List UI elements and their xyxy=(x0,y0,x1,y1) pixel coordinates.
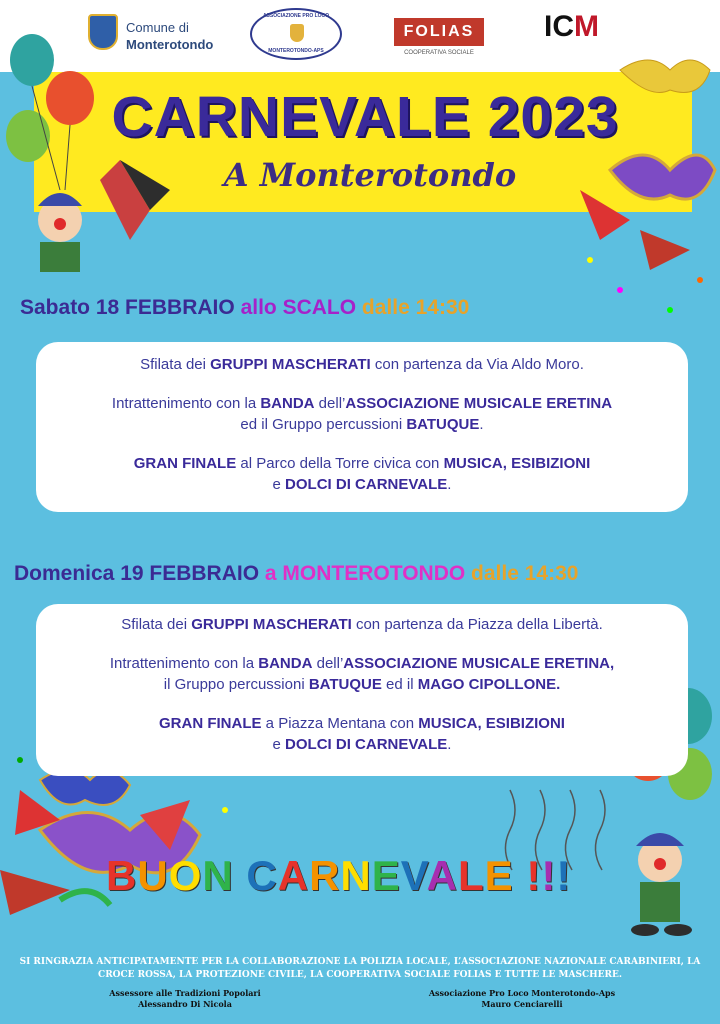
proloco-top-text: ASSOCIAZIONE PRO LOCO xyxy=(262,13,330,19)
icm-ic: IC xyxy=(544,10,574,43)
proloco-logo xyxy=(250,8,345,60)
closing-letter: L xyxy=(458,852,485,899)
event1-heading xyxy=(20,296,469,320)
event2-parade: Sfilata dei GRUPPI MASCHERATI con partenza da Piazza della Libertà. xyxy=(121,616,603,633)
page-subtitle: A Monterotondo xyxy=(223,156,517,194)
event2-time: dalle 14:30 xyxy=(471,562,579,585)
closing-letter: R xyxy=(309,852,341,899)
closing-letter xyxy=(514,852,527,899)
closing-letter: A xyxy=(277,852,310,899)
closing-letter: U xyxy=(137,852,169,899)
proloco-bottom-text: MONTEROTONDO-APS xyxy=(268,48,324,54)
closing-letter: N xyxy=(340,852,372,899)
signature-proloco xyxy=(392,988,652,1010)
closing-letter: ! xyxy=(526,852,542,899)
signature-proloco-name: Mauro Cenciarelli xyxy=(481,999,563,1009)
event2-day: Domenica 19 FEBBRAIO xyxy=(14,562,260,585)
event2-percussion: il Gruppo percussioni BATUQUE ed il MAGO CIPOLLONE. xyxy=(163,676,561,693)
closing-letter: ! xyxy=(556,852,572,899)
closing-letter: A xyxy=(426,852,459,899)
closing-letter: E xyxy=(484,852,514,899)
closing-greeting xyxy=(106,852,571,900)
event1-band: Intrattenimento con la BANDA dell’ASSOCIAZIONE MUSICALE ERETINA xyxy=(111,395,613,412)
folias-logo xyxy=(394,8,486,60)
event1-parade: Sfilata dei GRUPPI MASCHERATI con partenza da Via Aldo Moro. xyxy=(140,356,584,373)
closing-letter: B xyxy=(106,852,138,899)
event1-time: dalle 14:30 xyxy=(361,296,470,319)
folias-name: FOLIAS xyxy=(394,18,484,46)
event1-day: Sabato 18 FEBBRAIO xyxy=(20,296,235,319)
closing-letter: E xyxy=(371,852,401,899)
closing-letter: ! xyxy=(541,852,557,899)
closing-letter: V xyxy=(400,852,427,899)
closing-letter: C xyxy=(246,852,278,899)
event2-finale: GRAN FINALE a Piazza Mentana con MUSICA, ESIBIZIONI xyxy=(159,715,565,732)
signature-proloco-role: Associazione Pro Loco Monterotondo-Aps xyxy=(428,988,616,998)
event1-details xyxy=(36,342,688,512)
folias-sub: COOPERATIVA SOCIALE xyxy=(404,50,474,56)
signature-assessore xyxy=(70,988,300,1010)
event2-heading xyxy=(14,562,578,586)
event2-sweets: e DOLCI DI CARNEVALE. xyxy=(272,736,452,753)
page-title: CARNEVALE 2023 xyxy=(111,85,619,149)
closing-letter: N xyxy=(202,852,234,899)
event1-percussion: ed il Gruppo percussioni BATUQUE. xyxy=(240,416,484,433)
event2-band: Intrattenimento con la BANDA dell’ASSOCIAZIONE MUSICALE ERETINA, xyxy=(109,655,615,672)
event1-place: allo SCALO xyxy=(240,296,357,319)
event1-finale: GRAN FINALE al Parco della Torre civica con MUSICA, ESIBIZIONI xyxy=(133,455,591,472)
event2-place: a MONTEROTONDO xyxy=(264,562,466,585)
event1-sweets: e DOLCI DI CARNEVALE. xyxy=(272,476,452,493)
closing-letter xyxy=(234,852,247,899)
mask-streamers-illustration xyxy=(560,30,720,330)
balloons-clown-illustration xyxy=(0,30,200,290)
signature-assessore-role: Assessore alle Tradizioni Popolari xyxy=(109,988,261,998)
icm-m: M xyxy=(574,10,599,43)
closing-letter: O xyxy=(168,852,203,899)
thanks-text: SI RINGRAZIA ANTICIPATAMENTE PER LA COLLABORAZIONE LA POLIZIA LOCALE, L’ASSOCIAZIONE NAZIONALE CARABINIERI, LA CROCE ROSSA, LA PROTEZIONE CIVILE, LA COOPERATIVA SOCIALE FOLIAS E TUTTE LE MASCHERE. xyxy=(19,957,701,980)
comune-line1: Comune di xyxy=(126,20,189,35)
signature-assessore-name: Alessandro Di Nicola xyxy=(138,999,232,1009)
event2-details xyxy=(36,604,688,776)
comune-line2: Monterotondo xyxy=(126,37,214,52)
